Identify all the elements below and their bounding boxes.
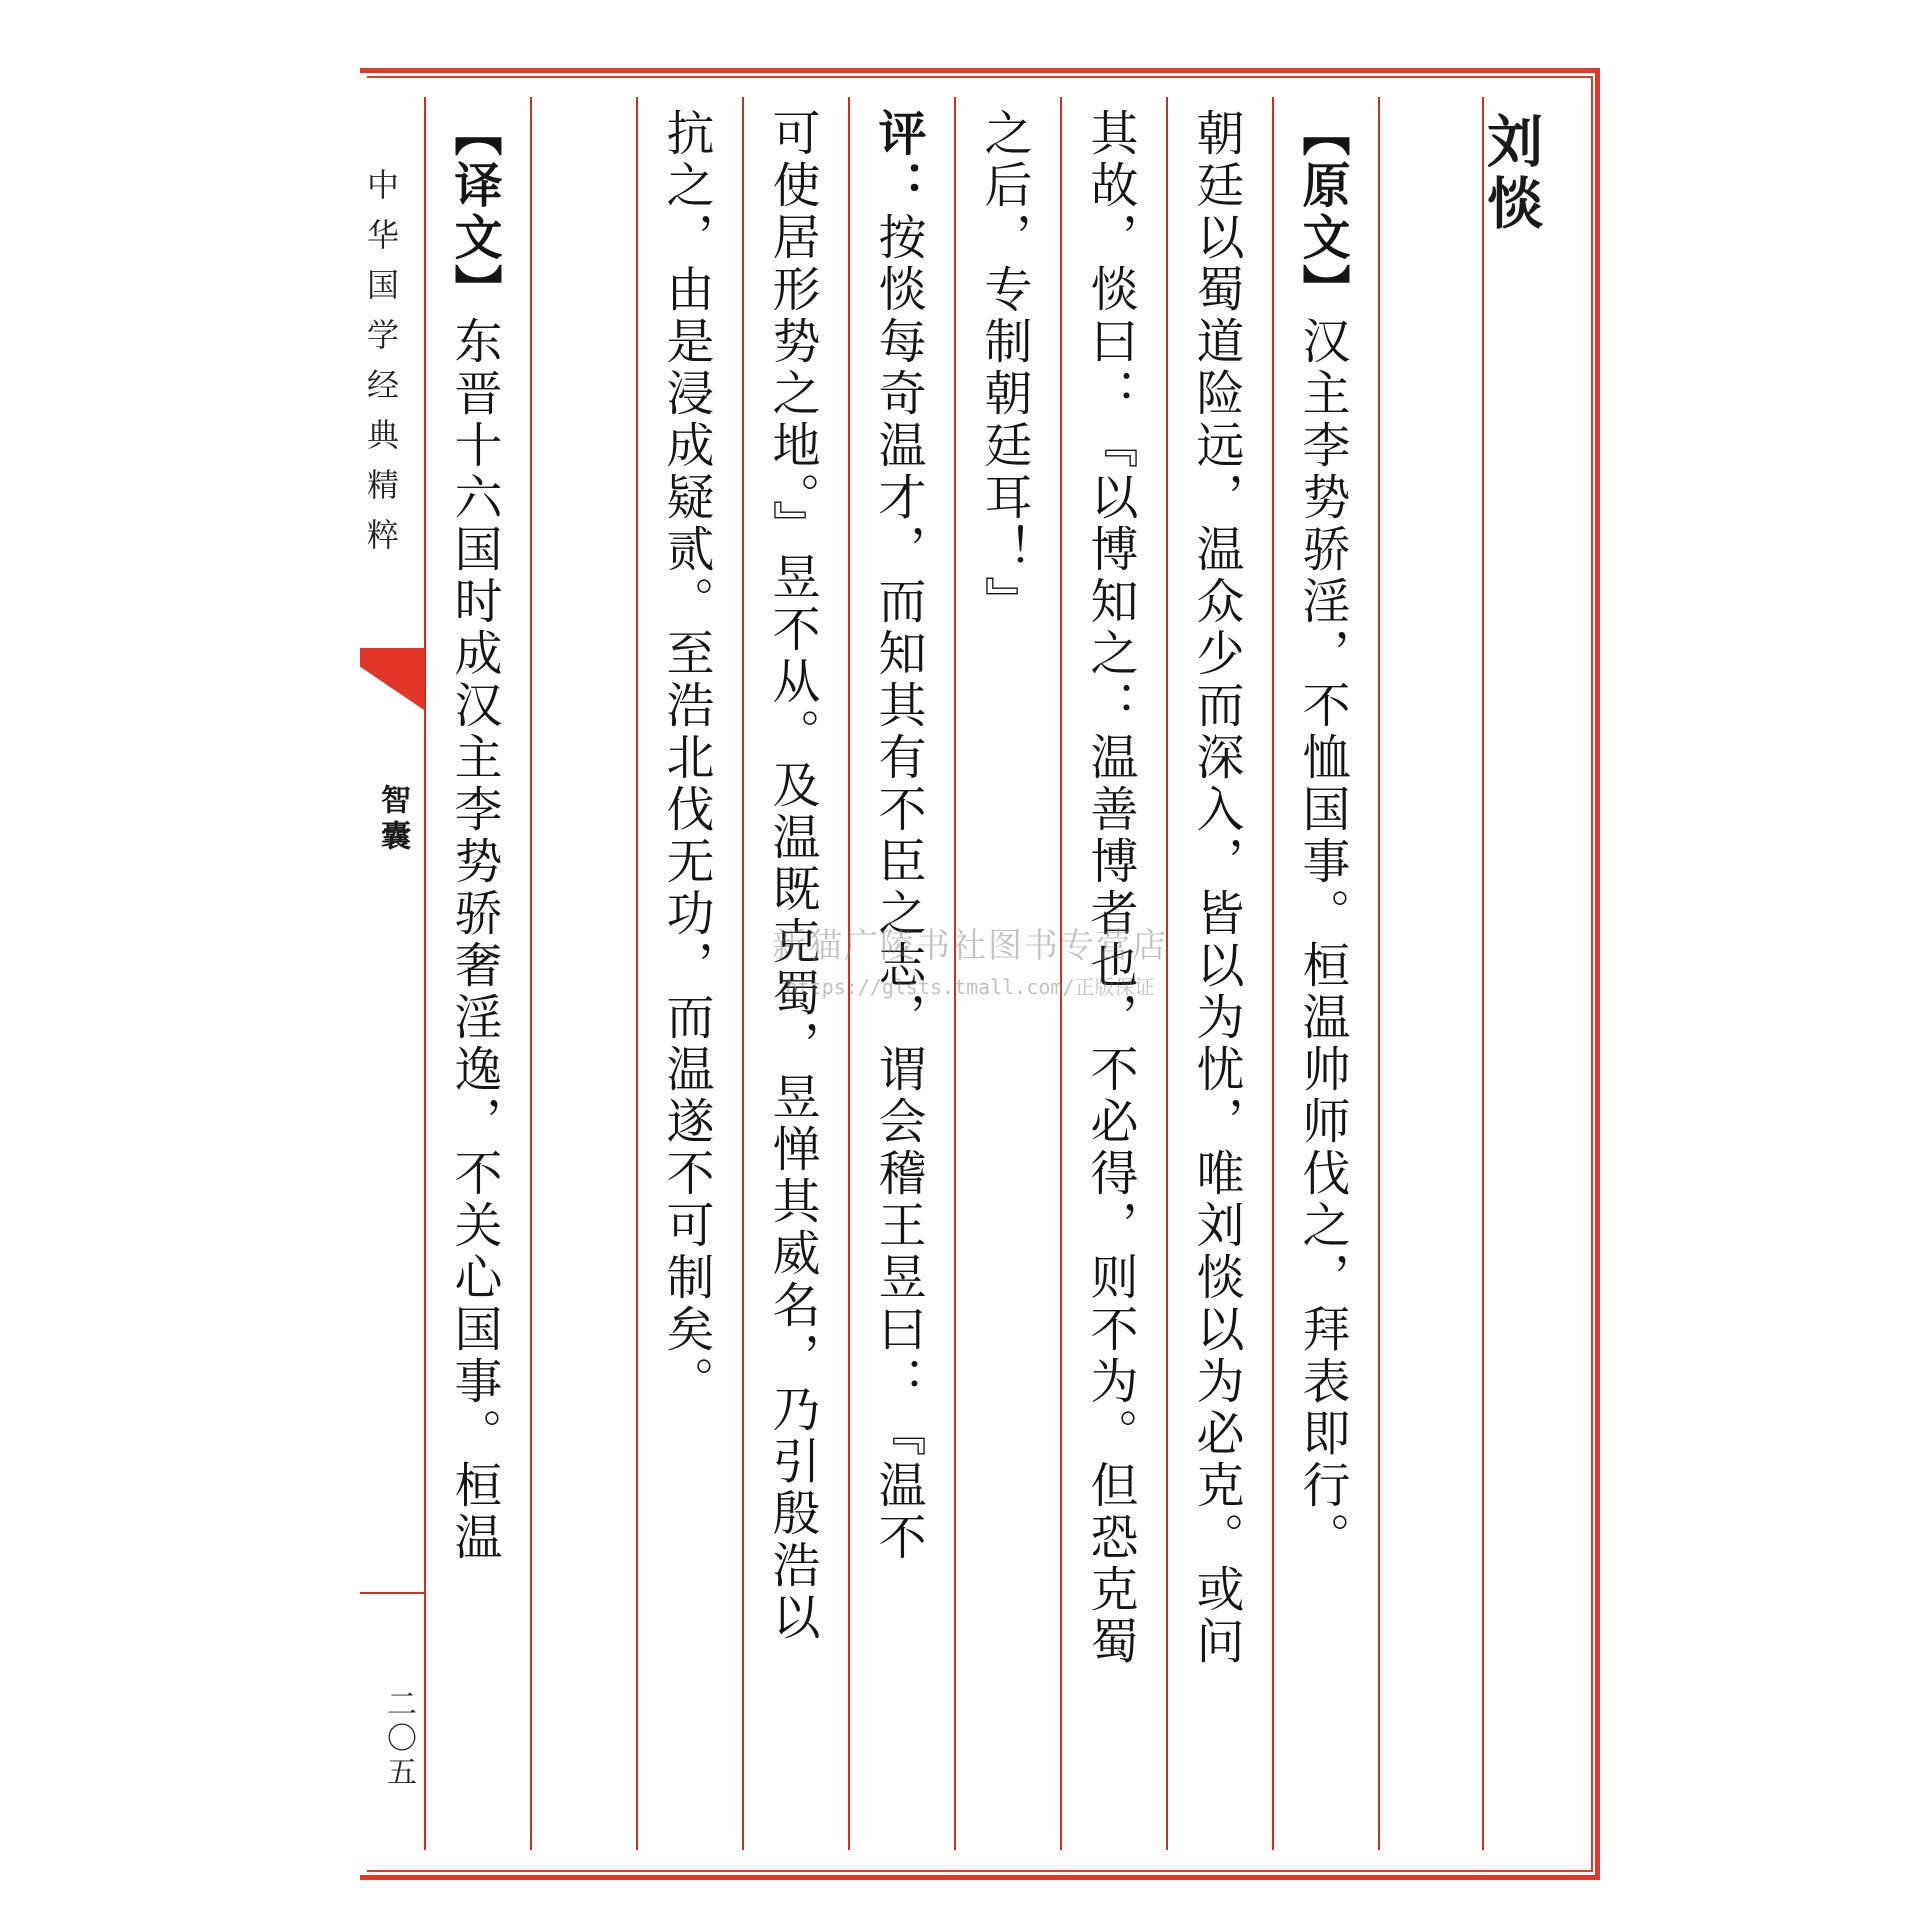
column-text: 其故，惔曰：『以博知之：温善博者也，不必得，则不为。但恐克蜀 — [1082, 108, 1138, 1668]
section-tag-original: 【原文】 — [1294, 108, 1350, 316]
text-column — [1166, 108, 1266, 1668]
series-title: 中华国学经典精粹 — [362, 168, 400, 568]
footer-rule — [360, 1592, 424, 1594]
section-tag-translation: 【译文】 — [446, 108, 502, 316]
watermark-url: https://glsts.tmall.com/正版保证 — [785, 975, 1155, 999]
article-title: 刘惔 — [1478, 112, 1543, 236]
column-text: 之后，专制朝廷耳！』 — [976, 108, 1032, 628]
column-text: 抗之，由是浸成疑贰。至浩北伐无功，而温遂不可制矣。 — [658, 108, 714, 1408]
column-text: 可使居形势之地。』昱不从。及温既克蜀，昱惮其威名，乃引殷浩以 — [764, 108, 820, 1644]
book-title: 智囊 — [375, 784, 410, 856]
column-rule — [1482, 97, 1484, 1850]
column-text: 汉主李势骄淫，不恤国事。桓温帅师伐之，拜表即行。 — [1294, 316, 1350, 1564]
section-tag-commentary: 评： — [870, 108, 926, 212]
text-column — [1060, 108, 1160, 1668]
text-column — [954, 108, 1054, 628]
page-number: 二〇五 — [381, 1688, 416, 1790]
column-text: 按惔每奇温才，而知其有不臣之志，谓会稽王昱曰：『温不 — [870, 212, 926, 1564]
column-text: 朝廷以蜀道险远，温众少而深入，皆以为忧，唯刘惔以为必克。或问 — [1188, 108, 1244, 1668]
text-column — [636, 108, 736, 1408]
text-column — [742, 108, 842, 1644]
watermark-store-name: 新猫广陵书社图书专营店 — [772, 926, 1168, 966]
text-column — [424, 108, 524, 1564]
text-column — [848, 108, 948, 1564]
text-column — [1272, 108, 1372, 1564]
column-rule — [1378, 97, 1380, 1850]
column-text: 东晋十六国时成汉主李势骄奢淫逸，不关心国事。桓温 — [446, 316, 502, 1564]
column-rule — [530, 97, 532, 1850]
